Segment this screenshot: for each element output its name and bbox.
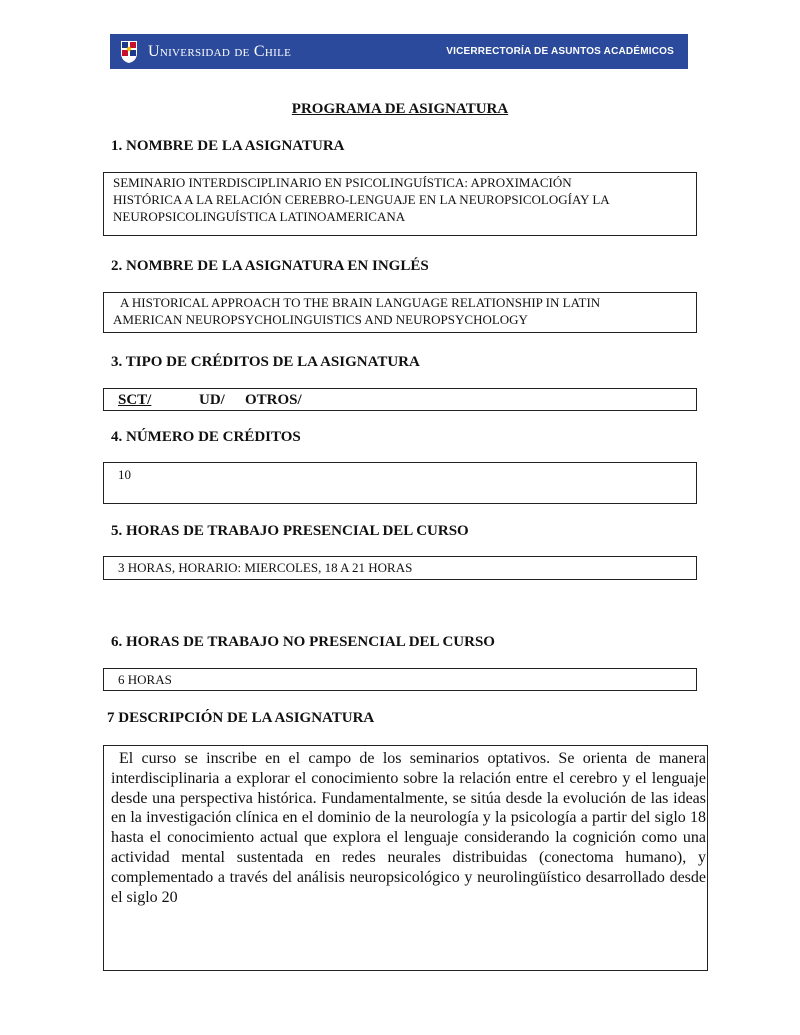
vicerrectoria-label: VICERRECTORÍA DE ASUNTOS ACADÉMICOS: [446, 46, 674, 57]
section-4-box: [103, 462, 697, 504]
section-6-heading: 6. HORAS DE TRABAJO NO PRESENCIAL DEL CURSO: [111, 634, 495, 650]
section-3-heading: 3. TIPO DE CRÉDITOS DE LA ASIGNATURA: [111, 354, 420, 370]
university-brand: [118, 38, 291, 65]
section-4-heading: 4. NÚMERO DE CRÉDITOS: [111, 429, 301, 445]
section-2-box: [103, 292, 697, 333]
description-text: El curso se inscribe en el campo de los seminarios optativos. Se orienta de manera interdisciplinaria a explorar el conocimiento sobre la relación entre el cerebro y el lenguaje desde una perspectiva histórica. Fundamentalmente, se sitúa desde la evolución de las ideas en la investigación clínica en el dominio de la neurología y la psicología a partir del siglo 18 hasta el conocimiento actual que explora el lenguaje considerando la cognición como una actividad mental sustentada en redes neurales distribuidas (conectoma humano), y complementado a través del análisis neuropsicológico y neurolingüístico desarrollado desde el siglo 20: [111, 750, 706, 906]
credit-number-value: 10: [118, 467, 131, 482]
section-3-box: [103, 388, 697, 411]
description-box: [103, 745, 708, 971]
credit-type-ud: UD/: [199, 392, 225, 408]
section-6-box: [103, 668, 697, 691]
no-presencial-hours-value: 6 HORAS: [118, 672, 172, 687]
header-banner: [110, 34, 688, 69]
section-5-box: [103, 556, 697, 580]
section-1-box: [103, 172, 697, 236]
credit-type-sct: SCT/: [118, 392, 152, 408]
presencial-hours-value: 3 HORAS, HORARIO: MIERCOLES, 18 A 21 HORAS: [118, 560, 413, 575]
section-1-line-1: SEMINARIO INTERDISCIPLINARIO EN PSICOLINGUÍSTICA: APROXIMACIÓN: [113, 175, 572, 190]
document-title: PROGRAMA DE ASIGNATURA: [291, 101, 509, 117]
section-5-heading: 5. HORAS DE TRABAJO PRESENCIAL DEL CURSO: [111, 523, 469, 539]
university-seal-icon: [118, 38, 140, 65]
university-name: Universidad de Chile: [148, 42, 292, 60]
section-2-line-2: AMERICAN NEUROPSYCHOLINGUISTICS AND NEUROPSYCHOLOGY: [113, 312, 528, 327]
section-1-heading: 1. NOMBRE DE LA ASIGNATURA: [111, 138, 345, 154]
section-1-line-3: NEUROPSICOLINGUÍSTICA LATINOAMERICANA: [113, 209, 406, 224]
section-2-line-1: A HISTORICAL APPROACH TO THE BRAIN LANGUAGE RELATIONSHIP IN LATIN: [120, 295, 601, 310]
section-7-heading: 7 DESCRIPCIÓN DE LA ASIGNATURA: [107, 710, 375, 726]
section-1-line-2: HISTÓRICA A LA RELACIÓN CEREBRO-LENGUAJE EN LA NEUROPSICOLOGÍAY LA: [113, 192, 610, 207]
credit-type-otros: OTROS/: [245, 392, 302, 408]
section-2-heading: 2. NOMBRE DE LA ASIGNATURA EN INGLÉS: [111, 258, 429, 274]
